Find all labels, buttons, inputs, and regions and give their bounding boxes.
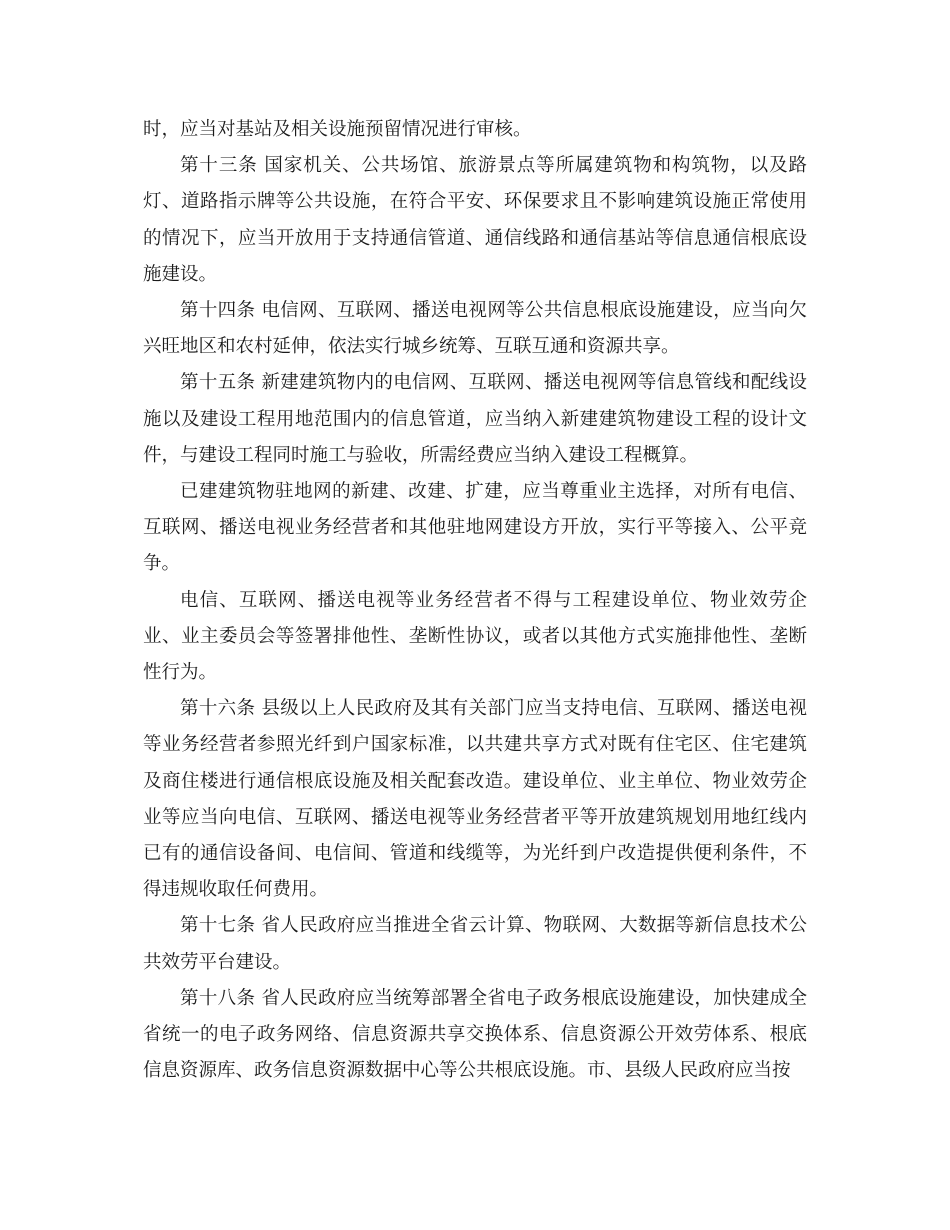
document-body bbox=[143, 112, 807, 1089]
paragraph-article-13: 第十三条 国家机关、公共场馆、旅游景点等所属建筑物和构筑物，以及路灯、道路指示牌等公共设施，在符合平安、环保要求且不影响建筑设施正常使用的情况下，应当开放用于支持通信管道、通信线路和通信基站等信息通信根底设施建设。 bbox=[143, 155, 807, 285]
paragraph-article-15: 第十五条 新建建筑物内的电信网、互联网、播送电视网等信息管线和配线设施以及建设工程用地范围内的信息管道，应当纳入新建建筑物建设工程的设计文件，与建设工程同时施工与验收，所需经费应当纳入建设工程概算。 bbox=[143, 372, 807, 466]
paragraph-continuation: 时，应当对基站及相关设施预留情况进行审核。 bbox=[143, 119, 532, 140]
paragraph-article-14: 第十四条 电信网、互联网、播送电视网等公共信息根底设施建设，应当向欠兴旺地区和农村延伸，依法实行城乡统筹、互联互通和资源共享。 bbox=[143, 300, 807, 358]
paragraph-existing-buildings: 已建建筑物驻地网的新建、改建、扩建，应当尊重业主选择，对所有电信、互联网、播送电视业务经营者和其他驻地网建设方开放，实行平等接入、公平竞争。 bbox=[143, 481, 807, 575]
paragraph-article-17: 第十七条 省人民政府应当推进全省云计算、物联网、大数据等新信息技术公共效劳平台建设。 bbox=[143, 915, 807, 973]
paragraph-article-16: 第十六条 县级以上人民政府及其有关部门应当支持电信、互联网、播送电视等业务经营者参照光纤到户国家标准，以共建共享方式对既有住宅区、住宅建筑及商住楼进行通信根底设施及相关配套改造。建设单位、业主单位、物业效劳企业等应当向电信、互联网、播送电视等业务经营者平等开放建筑规划用地红线内已有的通信设备间、电信间、管道和线缆等，为光纤到户改造提供便利条件，不得违规收取任何费用。 bbox=[143, 698, 807, 901]
paragraph-article-18: 第十八条 省人民政府应当统筹部署全省电子政务根底设施建设，加快建成全省统一的电子政务网络、信息资源共享交换体系、信息资源公开效劳体系、根底信息资源库、政务信息资源数据中心等公共根底设施。市、县级人民政府应当按 bbox=[143, 987, 807, 1082]
paragraph-exclusive-agreements: 电信、互联网、播送电视等业务经营者不得与工程建设单位、物业效劳企业、业主委员会等签署排他性、垄断性协议，或者以其他方式实施排他性、垄断性行为。 bbox=[143, 589, 807, 684]
